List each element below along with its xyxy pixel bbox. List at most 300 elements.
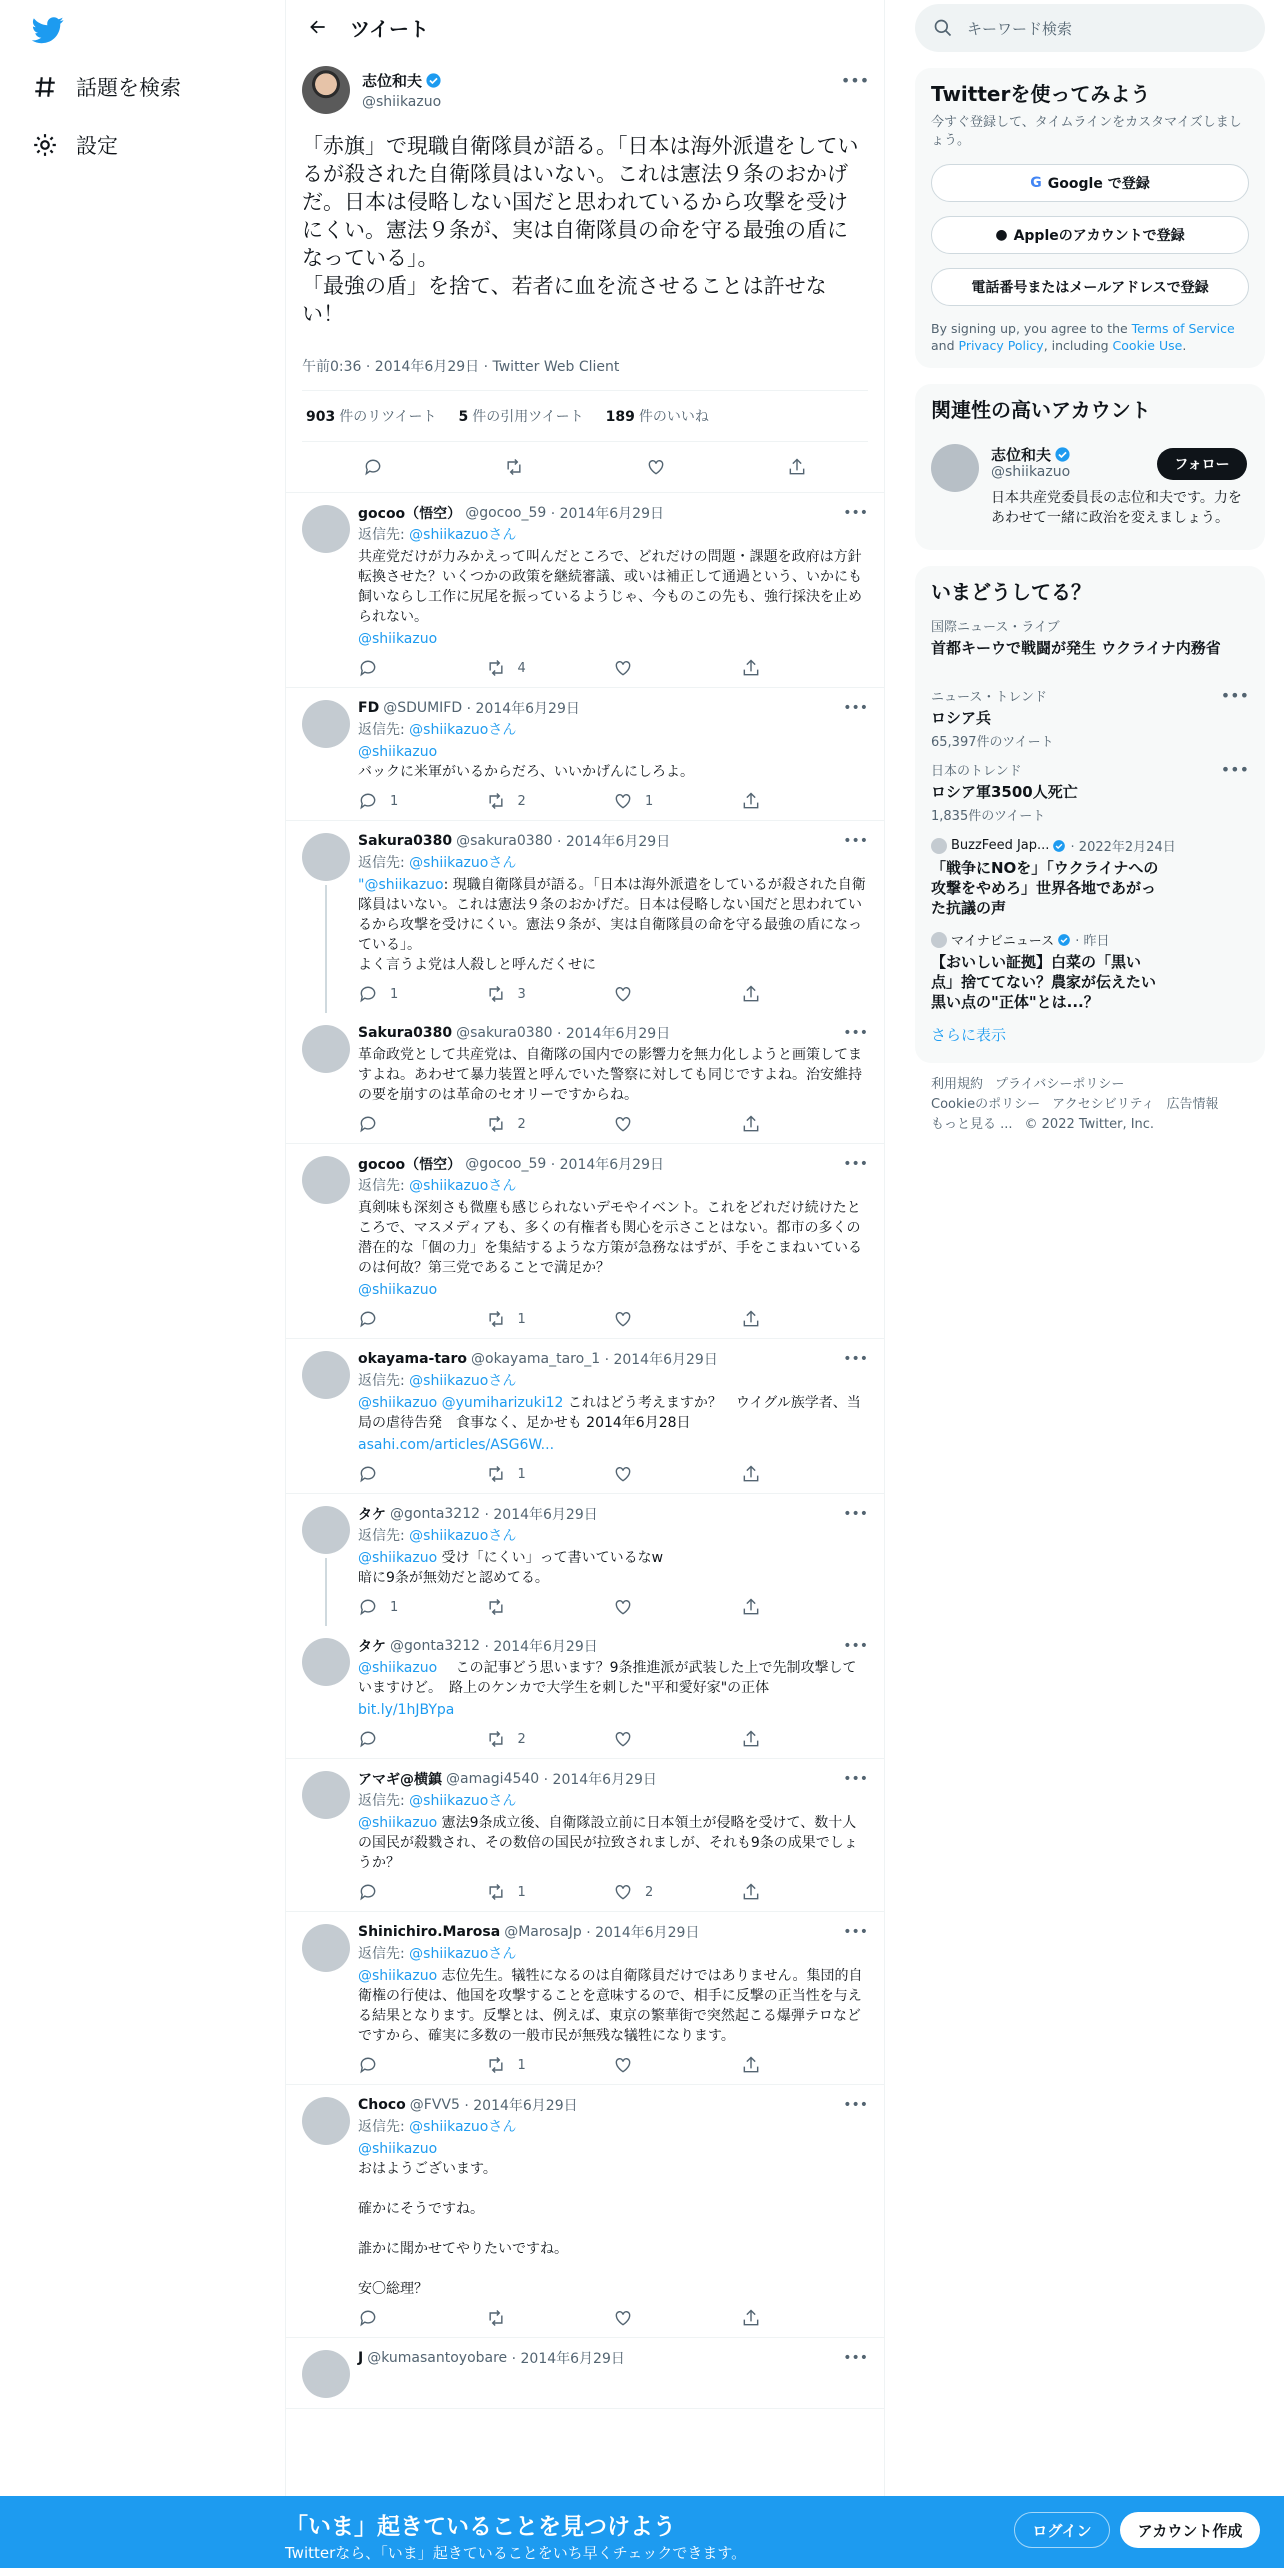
tweet-meta[interactable]: 午前0:36 · 2014年6月29日 · Twitter Web Client	[302, 359, 620, 375]
reply-actions	[358, 1873, 868, 1911]
more-options-icon[interactable]: •••	[843, 1924, 868, 1940]
tweet-actions	[302, 442, 868, 492]
share-button[interactable]	[741, 791, 869, 811]
reply-icon	[358, 1464, 378, 1484]
reply-date[interactable]: · 2014年6月29日	[556, 834, 671, 850]
reply-button[interactable]	[358, 1309, 486, 1329]
link[interactable]: @shiikazuo	[358, 1282, 438, 1298]
privacy-link[interactable]: Privacy Policy	[958, 338, 1044, 353]
reply-icon[interactable]	[363, 457, 383, 477]
retweet-icon	[486, 1882, 506, 1902]
reply-author-handle[interactable]: @sakura0380	[456, 833, 553, 849]
reply-list	[286, 493, 884, 2409]
reply-author-name[interactable]: Sakura0380	[358, 833, 453, 849]
more-options-icon[interactable]: •••	[843, 2350, 868, 2366]
reply-text: 共産党だけが力みかえって叫んだところで、どれだけの問題・課題を政府は方針転換させた？いくつかの政策を継続審議、或いは補正して通過という、いかにも飼いならし工作に尻尾を振っているようじゃ、今ものこの先も、強行採決を止められない。	[358, 549, 862, 625]
show-more-link[interactable]: さらに表示	[931, 1026, 1007, 1044]
reply-tweet[interactable]	[286, 1626, 884, 1759]
tweet-stats	[302, 390, 868, 442]
related-name[interactable]: 志位和夫	[991, 446, 1052, 464]
retweet-stat[interactable]: 903 件のリツイート	[306, 409, 437, 425]
reply-to-handle[interactable]: @shiikazuoさん	[409, 1793, 517, 1809]
reply-icon	[358, 2055, 378, 2075]
apple-icon: ●	[995, 227, 1008, 243]
like-button[interactable]	[613, 2055, 741, 2075]
retweet-button[interactable]	[486, 2308, 614, 2328]
verified-badge-icon	[1052, 839, 1066, 853]
reply-actions	[358, 975, 868, 1013]
reply-author-handle[interactable]: @gocoo_59	[465, 505, 547, 521]
like-button[interactable]	[613, 1729, 741, 1749]
more-options-icon[interactable]: •••	[843, 505, 868, 521]
mention-link[interactable]: @shiikazuo	[358, 1968, 438, 1984]
like-button[interactable]	[613, 658, 741, 678]
search-placeholder: キーワード検索	[967, 19, 1073, 38]
share-icon	[741, 1882, 761, 1902]
reply-to-handle[interactable]: @shiikazuoさん	[409, 1946, 517, 1962]
reply-author-handle[interactable]: @kumasantoyobare	[367, 2350, 508, 2366]
nav-explore[interactable]	[32, 67, 181, 107]
more-options-icon[interactable]: •••	[1220, 686, 1249, 705]
avatar[interactable]	[302, 833, 350, 881]
retweet-button[interactable]: 2	[486, 1729, 614, 1749]
like-icon	[613, 1729, 633, 1749]
reply-text: @shiikazuo バックに米軍がいるからだろ、いいかげんにしろよ。	[358, 744, 694, 780]
signup-subtitle: 今すぐ登録して、タイムラインをカスタマイズしましょう。	[931, 115, 1242, 148]
link[interactable]: @shiikazuo	[358, 631, 438, 647]
mention-link[interactable]: @shiikazuo	[358, 1550, 438, 1566]
share-button[interactable]	[741, 658, 869, 678]
avatar[interactable]	[302, 2350, 350, 2398]
mention-link[interactable]: @shiikazuo	[358, 1660, 438, 1676]
reply-button[interactable]	[358, 2308, 486, 2328]
reply-date[interactable]: · 2014年6月29日	[550, 1157, 665, 1173]
reply-author-handle[interactable]: @okayama_taro_1	[471, 1351, 601, 1367]
retweet-icon	[486, 1597, 506, 1617]
retweet-button[interactable]: 1	[486, 1464, 614, 1484]
nav-settings[interactable]	[32, 125, 118, 165]
mention-link[interactable]: @shiikazuo @yumiharizuki12	[358, 1395, 564, 1411]
reply-date[interactable]: · 2014年6月29日	[464, 2098, 578, 2114]
replying-to: 返信先: @shiikazuoさん	[358, 1793, 517, 1809]
like-button[interactable]	[613, 2308, 741, 2328]
main-column	[285, 0, 885, 2568]
reply-date[interactable]: · 2014年6月29日	[466, 701, 580, 717]
share-icon	[741, 984, 761, 1004]
thread-line	[325, 1558, 327, 1626]
reply-author-name[interactable]: タケ	[358, 1639, 386, 1655]
trends-title: いまどうしてる？	[931, 580, 1091, 604]
reply-date[interactable]: · 2014年6月29日	[484, 1639, 598, 1655]
like-button[interactable]	[613, 1464, 741, 1484]
share-icon	[741, 1597, 761, 1617]
mention-link[interactable]: @shiikazuo	[358, 2141, 438, 2157]
reply-author-name[interactable]: タケ	[358, 1507, 386, 1523]
reply-author-name[interactable]: Choco	[358, 2097, 406, 2113]
bottom-subtext: Twitterなら、「いま」起きていることをいち早くチェックできます。	[285, 2544, 747, 2562]
news-source-avatar	[931, 932, 947, 948]
mention-link[interactable]: @shiikazuo	[358, 744, 438, 760]
more-options-icon[interactable]: •••	[843, 1156, 868, 1172]
reply-author-handle[interactable]: @gonta3212	[390, 1638, 481, 1654]
reply-tweet[interactable]	[286, 2085, 884, 2338]
like-icon	[613, 2055, 633, 2075]
news-date: · 2022年2月24日	[1070, 840, 1176, 855]
reply-tweet[interactable]	[286, 1494, 884, 1626]
login-button[interactable]: ログイン	[1014, 2512, 1110, 2548]
reply-button[interactable]	[358, 1464, 486, 1484]
replying-to: 返信先: @shiikazuoさん	[358, 1178, 517, 1194]
retweet-icon	[486, 1114, 506, 1134]
verified-badge-icon	[1057, 933, 1071, 947]
like-icon[interactable]	[646, 457, 666, 477]
reply-text: @shiikazuo 憲法9条成立後、自衛隊設立前に日本領土が侵略を受けて、数十人の国民が殺戮され、その数倍の国民が拉致されましが、それも9条の成果でしょうか？	[358, 1815, 858, 1871]
reply-icon	[358, 1597, 378, 1617]
reply-actions	[358, 2046, 868, 2084]
retweet-icon	[486, 984, 506, 1004]
reply-tweet[interactable]	[286, 1759, 884, 1912]
like-icon	[613, 1114, 633, 1134]
avatar[interactable]	[302, 1025, 350, 1073]
reply-tweet[interactable]	[286, 493, 884, 688]
footer-link[interactable]: アクセシビリティ	[1052, 1097, 1155, 1112]
reply-icon	[358, 1729, 378, 1749]
verified-badge-icon	[1054, 446, 1071, 463]
more-options-icon[interactable]: •••	[843, 1506, 868, 1522]
follow-button[interactable]: フォロー	[1157, 448, 1247, 480]
trend-item[interactable]	[931, 606, 1249, 676]
reply-text: 革命政党として共産党は、自衛隊の国内での影響力を無力化しようと画策してますよね。あわせて暴力装置と呼んでいた警察に対しても同じですよね。治安維持の要を崩すのは革命のセオリーですからね。	[358, 1047, 862, 1103]
tweet-text: 「赤旗」で現職自衛隊員が語る。「日本は海外派遣をしているが殺された自衛隊員はいない。これは憲法９条のおかげだ。日本は侵略しない国だと思われているから攻撃を受けにくい。憲法９条が、実は自衛隊員の命を守る最強の盾になっている」。 「最強の盾」を捨て、若者に血を流させることは許せない！	[302, 134, 859, 326]
reply-date[interactable]: · 2014年6月29日	[543, 1772, 657, 1788]
retweet-button[interactable]: 2	[486, 791, 614, 811]
like-stat[interactable]: 189 件のいいね	[605, 409, 709, 425]
related-accounts	[915, 384, 1265, 550]
like-icon	[613, 791, 633, 811]
reply-author-name[interactable]: okayama-taro	[358, 1351, 468, 1367]
back-button[interactable]	[300, 9, 336, 45]
replying-to: 返信先: @shiikazuoさん	[358, 1946, 517, 1962]
retweet-icon	[486, 2055, 506, 2075]
retweet-icon	[486, 1729, 506, 1749]
avatar[interactable]	[302, 1351, 350, 1399]
reply-text: @shiikazuo 受け「にくい」って書いているなw 暗に9条が無効だと認めてる。	[358, 1550, 664, 1586]
share-button[interactable]	[741, 984, 869, 1004]
share-button[interactable]	[741, 1464, 869, 1484]
trend-category: ニュース・トレンド	[931, 690, 1048, 705]
share-button[interactable]	[741, 1882, 869, 1902]
like-button[interactable]: 2	[613, 1882, 741, 1902]
reply-tweet[interactable]	[286, 688, 884, 821]
reply-tweet[interactable]	[286, 1013, 884, 1144]
related-bio: 日本共産党委員長の志位和夫です。力をあわせて一緒に政治を変えましょう。	[991, 490, 1242, 526]
more-options-icon[interactable]: •••	[843, 1771, 868, 1787]
more-options-icon[interactable]: •••	[843, 1025, 868, 1041]
share-button[interactable]	[741, 1114, 869, 1134]
avatar[interactable]	[302, 2097, 350, 2145]
news-source: マイナビニュース	[951, 934, 1055, 949]
reply-text: @shiikazuo おはようございます。 確かにそうですね。 誰かに聞かせてやりたいですね。 安〇総理？	[358, 2141, 568, 2297]
google-icon: G	[1030, 175, 1042, 191]
replying-to: 返信先: @shiikazuoさん	[358, 722, 517, 738]
reply-tweet[interactable]	[286, 2338, 884, 2409]
nav-explore-label: 話題を検索	[76, 76, 181, 100]
share-button[interactable]	[741, 1309, 869, 1329]
reply-button[interactable]	[358, 1882, 486, 1902]
share-icon	[741, 1464, 761, 1484]
footer-links	[915, 1063, 1265, 1147]
reply-author-handle[interactable]: @gonta3212	[390, 1506, 481, 1522]
bottom-headline: 「いま」起きていることを見つけよう	[285, 2514, 676, 2540]
trend-title: ロシア軍3500人死亡	[931, 783, 1078, 801]
more-options-icon[interactable]: •••	[843, 2097, 868, 2113]
header	[286, 0, 884, 54]
reply-button[interactable]	[358, 658, 486, 678]
trends-box	[915, 566, 1265, 1063]
reply-to-handle[interactable]: @shiikazuoさん	[409, 1178, 517, 1194]
footer-link[interactable]: 利用規約	[931, 1077, 984, 1092]
reply-button[interactable]	[358, 2055, 486, 2075]
retweet-button[interactable]: 1	[486, 2055, 614, 2075]
trend-count: 1,835件のツイート	[931, 809, 1046, 824]
trend-category: 国際ニュース・ライブ	[931, 620, 1060, 635]
retweet-icon	[486, 658, 506, 678]
retweet-button[interactable]: 1	[486, 1309, 614, 1329]
twitter-logo-icon[interactable]	[32, 14, 64, 46]
footer-link[interactable]: プライバシーポリシー	[995, 1077, 1125, 1092]
search-icon	[933, 18, 953, 38]
reply-date[interactable]: · 2014年6月29日	[556, 1026, 671, 1042]
share-icon	[741, 1729, 761, 1749]
hashtag-icon	[32, 74, 58, 100]
like-button[interactable]	[613, 1597, 741, 1617]
reply-author-handle[interactable]: @gocoo_59	[465, 1156, 547, 1172]
like-icon	[613, 658, 633, 678]
reply-icon	[358, 1882, 378, 1902]
more-options-icon[interactable]: •••	[843, 833, 868, 849]
news-date: · 昨日	[1075, 934, 1110, 949]
retweet-icon	[486, 791, 506, 811]
reply-icon	[358, 1114, 378, 1134]
share-icon	[741, 658, 761, 678]
reply-to-handle[interactable]: @shiikazuoさん	[409, 722, 517, 738]
author-handle[interactable]: @shiikazuo	[362, 94, 442, 110]
reply-date[interactable]: · 2014年6月29日	[511, 2351, 625, 2367]
share-button[interactable]	[741, 1597, 869, 1617]
like-button[interactable]: 1	[613, 791, 741, 811]
avatar[interactable]	[302, 700, 350, 748]
search-input[interactable]	[915, 4, 1265, 52]
reply-author-name[interactable]: J	[358, 2350, 364, 2366]
like-button[interactable]	[613, 1309, 741, 1329]
avatar[interactable]	[302, 1638, 350, 1686]
replying-to: 返信先: @shiikazuoさん	[358, 2119, 517, 2135]
share-icon	[741, 1114, 761, 1134]
reply-author-handle[interactable]: @sakura0380	[456, 1025, 553, 1041]
reply-actions	[358, 649, 868, 687]
reply-actions	[358, 1588, 868, 1626]
reply-author-handle[interactable]: @MarosaJp	[504, 1924, 582, 1940]
reply-actions	[358, 1300, 868, 1338]
avatar[interactable]	[302, 1506, 350, 1554]
share-icon	[741, 1309, 761, 1329]
retweet-button[interactable]: 4	[486, 658, 614, 678]
reply-button[interactable]: 1	[358, 1597, 486, 1617]
reply-to-handle[interactable]: @shiikazuoさん	[409, 527, 517, 543]
reply-icon	[358, 984, 378, 1004]
more-options-icon[interactable]: •••	[843, 1351, 868, 1367]
avatar[interactable]	[302, 1156, 350, 1204]
news-source-avatar	[931, 838, 947, 854]
avatar[interactable]	[302, 66, 350, 114]
link[interactable]: asahi.com/articles/ASG6W...	[358, 1437, 555, 1453]
like-icon	[613, 1597, 633, 1617]
reply-actions	[358, 2299, 868, 2337]
signup-button[interactable]: アカウント作成	[1120, 2512, 1260, 2548]
apple-signup-button[interactable]: ● Appleのアカウントで登録	[931, 216, 1249, 254]
avatar[interactable]	[302, 505, 350, 553]
share-button[interactable]	[741, 2055, 869, 2075]
footer-link[interactable]: 広告情報	[1166, 1097, 1219, 1112]
more-options-icon[interactable]: •••	[1220, 760, 1249, 779]
cookie-link[interactable]: Cookie Use	[1112, 338, 1183, 353]
mention-link[interactable]: "@shiikazuo	[358, 877, 444, 893]
retweet-icon	[486, 1309, 506, 1329]
reply-author-name[interactable]: アマギ@横鎮	[358, 1772, 442, 1788]
reply-to-handle[interactable]: @shiikazuoさん	[409, 2119, 517, 2135]
share-icon	[741, 2055, 761, 2075]
back-arrow-icon	[308, 17, 328, 37]
author-name[interactable]: 志位和夫	[362, 72, 423, 90]
trend-title: 首都キーウで戦闘が発生 ウクライナ内務省	[931, 639, 1221, 657]
more-options-icon[interactable]: •••	[840, 70, 870, 90]
share-icon	[741, 2308, 761, 2328]
reply-button[interactable]	[358, 1114, 486, 1134]
retweet-icon[interactable]	[504, 457, 524, 477]
trend-item[interactable]	[931, 750, 1249, 824]
share-button[interactable]	[741, 2308, 869, 2328]
like-button[interactable]	[613, 1114, 741, 1134]
reply-date[interactable]: · 2014年6月29日	[484, 1507, 598, 1523]
retweet-button[interactable]: 1	[486, 1882, 614, 1902]
news-item[interactable]	[931, 918, 1249, 1012]
retweet-icon	[486, 1464, 506, 1484]
reply-date[interactable]: · 2014年6月29日	[586, 1925, 700, 1941]
gear-icon	[32, 132, 58, 158]
reply-text: @shiikazuo @yumiharizuki12 これはどう考えますか？ ウイグル族学者、当局の虐待告発 食事なく、足かせも 2014年6月28日	[358, 1395, 861, 1431]
reply-icon	[358, 791, 378, 811]
more-options-icon[interactable]: •••	[843, 1638, 868, 1654]
signup-title: Twitterを使ってみよう	[931, 82, 1151, 106]
replying-to: 返信先: @shiikazuoさん	[358, 855, 517, 871]
footer-link[interactable]: Cookieのポリシー	[931, 1097, 1041, 1112]
reply-author-handle[interactable]: @amagi4540	[446, 1771, 540, 1787]
reply-author-name[interactable]: FD	[358, 700, 380, 716]
reply-icon	[358, 2308, 378, 2328]
reply-author-handle[interactable]: @FVV5	[409, 2097, 460, 2113]
reply-button[interactable]: 1	[358, 791, 486, 811]
terms-text: By signing up, you agree to the Terms of Service and Privacy Policy, including Cookie Use.	[931, 321, 1235, 353]
reply-tweet[interactable]	[286, 1339, 884, 1494]
reply-button[interactable]: 1	[358, 984, 486, 1004]
reply-tweet[interactable]	[286, 1144, 884, 1339]
phone-signup-button[interactable]: 電話番号またはメールアドレスで登録	[931, 268, 1249, 306]
related-title: 関連性の高いアカウント	[931, 398, 1151, 422]
replying-to: 返信先: @shiikazuoさん	[358, 1528, 517, 1544]
reply-text: "@shiikazuo: 現職自衛隊員が語る。「日本は海外派遣をしているが殺された自衛隊員はいない。これは憲法９条のおかげだ。日本は侵略しない国だと思われているから攻撃を受けにくい。憲法９条が、実は自衛隊員の命を守る最強の盾になっている」。 よく言うよ党は人殺しと呼んだくせに	[358, 877, 866, 973]
news-source: BuzzFeed Jap...	[951, 838, 1050, 853]
reply-icon	[358, 658, 378, 678]
news-title: 「戦争にNOを」「ウクライナへの攻撃をやめろ」世界各地であがった抗議の声	[931, 859, 1159, 917]
reply-author-name[interactable]: gocoo（悟空）	[358, 1157, 462, 1173]
replying-to: 返信先: @shiikazuoさん	[358, 1373, 517, 1389]
reply-author-handle[interactable]: @SDUMIFD	[383, 700, 463, 716]
replying-to: 返信先: @shiikazuoさん	[358, 527, 517, 543]
reply-to-handle[interactable]: @shiikazuoさん	[409, 1528, 517, 1544]
avatar[interactable]	[302, 1771, 350, 1819]
reply-actions	[358, 1455, 868, 1493]
verified-badge-icon	[425, 72, 442, 89]
reply-tweet[interactable]	[286, 1912, 884, 2085]
like-icon	[613, 2308, 633, 2328]
related-handle[interactable]: @shiikazuo	[991, 464, 1071, 480]
google-signup-button[interactable]: G Google で登録	[931, 164, 1249, 202]
left-sidebar	[0, 0, 285, 2568]
link[interactable]: bit.ly/1hJBYpa	[358, 1702, 455, 1718]
reply-to-handle[interactable]: @shiikazuoさん	[409, 1373, 517, 1389]
footer-link[interactable]: もっと見る ...	[931, 1117, 1013, 1132]
focused-tweet	[286, 54, 884, 493]
news-title: 【おいしい証拠】白菜の「黒い点」捨ててない？農家が伝えたい黒い点の"正体"とは...？	[931, 953, 1157, 1011]
terms-link[interactable]: Terms of Service	[1131, 321, 1235, 336]
reply-author-name[interactable]: Shinichiro.Marosa	[358, 1924, 501, 1940]
reply-actions	[358, 1105, 868, 1143]
mention-link[interactable]: @shiikazuo	[358, 1815, 438, 1831]
like-icon	[613, 1309, 633, 1329]
page-title: ツイート	[350, 16, 429, 41]
reply-tweet[interactable]	[286, 821, 884, 1013]
like-icon	[613, 1882, 633, 1902]
reply-button[interactable]	[358, 1729, 486, 1749]
nav-settings-label: 設定	[76, 134, 118, 158]
reply-icon	[358, 1309, 378, 1329]
avatar[interactable]	[302, 1924, 350, 1972]
share-button[interactable]	[741, 1729, 869, 1749]
reply-text: 真剣味も深刻さも微塵も感じられないデモやイベント。これをどれだけ続けたところで、マスメディアも、多くの有権者も関心を示さことはない。都市の多くの潜在的な「個の力」を集結するような方策が急務なはずが、手をこまねいているのは何故？第三党であることで満足か？	[358, 1200, 862, 1276]
right-sidebar	[915, 0, 1265, 1147]
share-icon[interactable]	[787, 457, 807, 477]
reply-author-name[interactable]: Sakura0380	[358, 1025, 453, 1041]
reply-to-handle[interactable]: @shiikazuoさん	[409, 855, 517, 871]
reply-text: @shiikazuo 志位先生。犠牲になるのは自衛隊員だけではありません。集団的自衛権の行使は、他国を攻撃することを意味するので、相手に反撃の正当性を与える結果となります。反撃とは、例えば、東京の繁華街で突然起こる爆弾テロなどですから、確実に多数の一般市民が無残な犠牲になります。	[358, 1968, 863, 2044]
like-icon	[613, 1464, 633, 1484]
more-options-icon[interactable]: •••	[843, 700, 868, 716]
reply-date[interactable]: · 2014年6月29日	[550, 506, 665, 522]
retweet-button[interactable]	[486, 1597, 614, 1617]
news-item[interactable]	[931, 824, 1249, 918]
avatar[interactable]	[931, 444, 979, 492]
trend-title: ロシア兵	[931, 709, 992, 727]
like-button[interactable]	[613, 984, 741, 1004]
retweet-button[interactable]: 2	[486, 1114, 614, 1134]
trend-item[interactable]	[931, 676, 1249, 750]
trend-category: 日本のトレンド	[931, 764, 1022, 779]
reply-author-name[interactable]: gocoo（悟空）	[358, 506, 462, 522]
reply-date[interactable]: · 2014年6月29日	[604, 1352, 718, 1368]
retweet-button[interactable]: 3	[486, 984, 614, 1004]
quote-stat[interactable]: 5 件の引用ツイート	[458, 409, 584, 425]
reply-text: @shiikazuo この記事どう思います？9条推進派が武装した上で先制攻撃していますけど。 路上のケンカで大学生を刺した"平和愛好家"の正体	[358, 1660, 857, 1696]
